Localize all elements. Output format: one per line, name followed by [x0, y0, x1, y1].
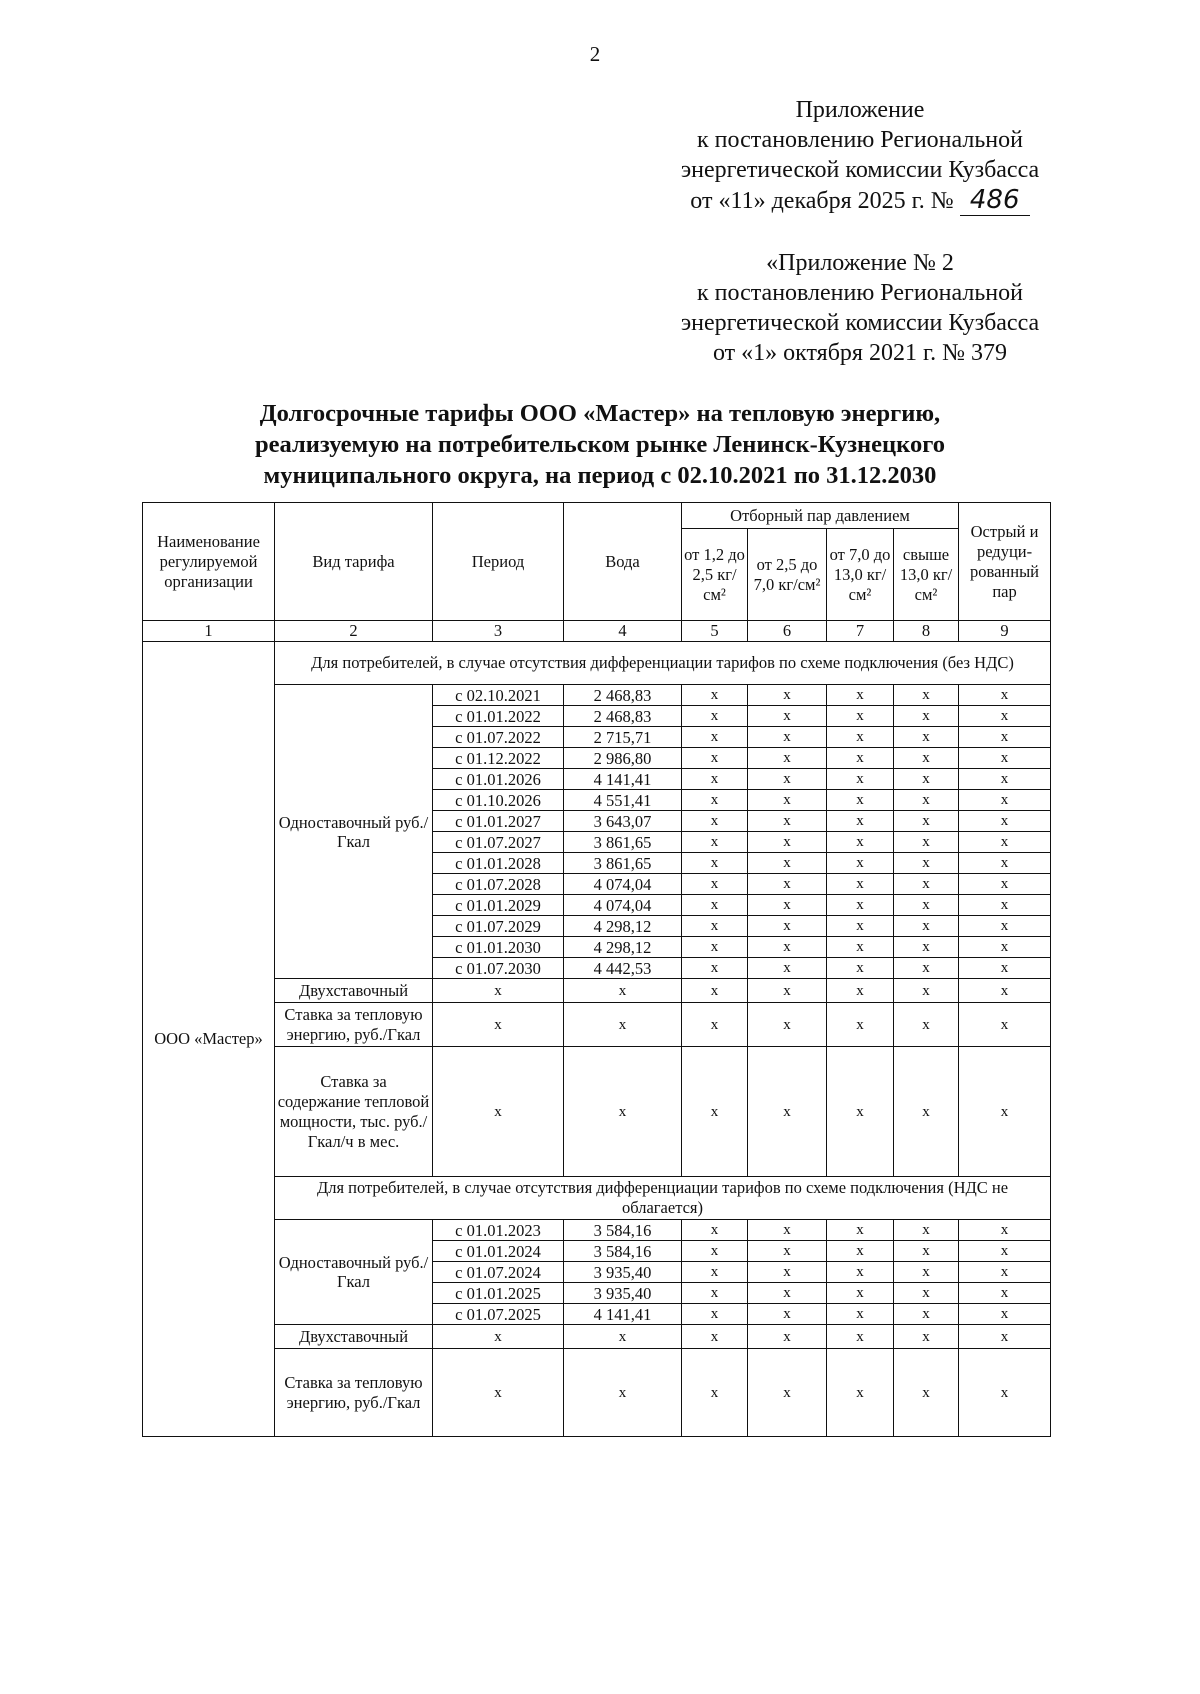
x-cell: x	[827, 706, 894, 727]
x-cell: x	[959, 916, 1051, 937]
header-steam-group: Отборный пар давлением	[682, 503, 959, 529]
period-cell: с 01.01.2028	[433, 853, 564, 874]
x-cell: x	[682, 1047, 748, 1177]
table-row	[143, 1003, 1051, 1047]
x-cell: x	[748, 706, 827, 727]
x-cell: x	[894, 895, 959, 916]
x-cell: x	[959, 1220, 1051, 1241]
x-cell: x	[894, 685, 959, 706]
x-cell: x	[748, 958, 827, 979]
x-cell: x	[959, 1047, 1051, 1177]
x-cell: x	[682, 727, 748, 748]
x-cell: x	[682, 958, 748, 979]
x-cell: x	[682, 1003, 748, 1047]
header-period: Период	[433, 503, 564, 621]
x-cell: x	[433, 1349, 564, 1437]
x-cell: x	[748, 895, 827, 916]
water-value-cell: 3 643,07	[564, 811, 682, 832]
period-cell: с 01.07.2025	[433, 1304, 564, 1325]
x-cell: x	[959, 1325, 1051, 1349]
header-steam-1: от 1,2 до 2,5 кг/см²	[682, 529, 748, 621]
x-cell: x	[827, 895, 894, 916]
table-row	[143, 1047, 1051, 1177]
title-line: муниципального округа, на период с 02.10.2021 по 31.12.2030	[263, 462, 937, 489]
x-cell: x	[827, 1349, 894, 1437]
x-cell: x	[894, 1349, 959, 1437]
original-appendix-header	[610, 248, 1110, 368]
period-cell: с 01.07.2024	[433, 1262, 564, 1283]
x-cell: x	[959, 769, 1051, 790]
x-cell: x	[827, 874, 894, 895]
x-cell: x	[827, 1003, 894, 1047]
x-cell: x	[894, 1003, 959, 1047]
x-cell: x	[682, 1325, 748, 1349]
period-cell: с 01.07.2022	[433, 727, 564, 748]
period-cell: с 01.01.2025	[433, 1283, 564, 1304]
x-cell: x	[894, 706, 959, 727]
period-cell: с 01.01.2022	[433, 706, 564, 727]
water-value-cell: 4 141,41	[564, 769, 682, 790]
x-cell: x	[827, 832, 894, 853]
x-cell: x	[682, 769, 748, 790]
title-line: Долгосрочные тарифы ООО «Мастер» на тепловую энергию,	[259, 400, 941, 427]
header-line: Приложение	[795, 97, 925, 123]
x-cell: x	[894, 916, 959, 937]
x-cell: x	[827, 853, 894, 874]
water-value-cell: 4 141,41	[564, 1304, 682, 1325]
x-cell: x	[894, 748, 959, 769]
x-cell: x	[748, 1241, 827, 1262]
water-value-cell: 3 584,16	[564, 1241, 682, 1262]
x-cell: x	[827, 1220, 894, 1241]
page-number: 2	[589, 42, 601, 66]
x-cell: x	[959, 811, 1051, 832]
tariff-type-cell: Ставка за тепловую энергию, руб./Гкал	[275, 1003, 433, 1047]
x-cell: x	[959, 748, 1051, 769]
x-cell: x	[827, 1283, 894, 1304]
x-cell: x	[894, 1047, 959, 1177]
header-water: Вода	[564, 503, 682, 621]
header-line: от «11» декабря 2025 г. №	[690, 188, 954, 214]
x-cell: x	[748, 832, 827, 853]
x-cell: x	[959, 1241, 1051, 1262]
table-row	[143, 1325, 1051, 1349]
x-cell: x	[959, 685, 1051, 706]
period-cell: с 01.01.2026	[433, 769, 564, 790]
header-steam-4: свыше 13,0 кг/см²	[894, 529, 959, 621]
period-cell: с 01.07.2030	[433, 958, 564, 979]
x-cell: x	[827, 769, 894, 790]
x-cell: x	[564, 1003, 682, 1047]
x-cell: x	[827, 1047, 894, 1177]
water-value-cell: 3 935,40	[564, 1283, 682, 1304]
x-cell: x	[682, 811, 748, 832]
x-cell: x	[748, 1304, 827, 1325]
x-cell: x	[827, 748, 894, 769]
tariff-type-cell: Ставка за тепловую энергию, руб./Гкал	[275, 1349, 433, 1437]
x-cell: x	[682, 1349, 748, 1437]
period-cell: с 01.01.2024	[433, 1241, 564, 1262]
x-cell: x	[827, 1241, 894, 1262]
header-org: Наименование регулируемой организации	[143, 503, 275, 621]
column-number: 7	[827, 621, 894, 642]
x-cell: x	[748, 769, 827, 790]
x-cell: x	[827, 790, 894, 811]
x-cell: x	[959, 1262, 1051, 1283]
column-number: 5	[682, 621, 748, 642]
x-cell: x	[682, 1262, 748, 1283]
x-cell: x	[682, 979, 748, 1003]
x-cell: x	[827, 1325, 894, 1349]
x-cell: x	[894, 1304, 959, 1325]
x-cell: x	[748, 874, 827, 895]
x-cell: x	[894, 790, 959, 811]
column-number: 1	[143, 621, 275, 642]
x-cell: x	[433, 1325, 564, 1349]
water-value-cell: 3 861,65	[564, 832, 682, 853]
x-cell: x	[827, 811, 894, 832]
x-cell: x	[827, 958, 894, 979]
x-cell: x	[748, 979, 827, 1003]
x-cell: x	[894, 1283, 959, 1304]
water-value-cell: 4 298,12	[564, 937, 682, 958]
table-row	[143, 979, 1051, 1003]
header-line: к постановлению Региональной	[697, 280, 1023, 306]
tariff-table	[142, 502, 1051, 1437]
period-cell: с 01.01.2029	[433, 895, 564, 916]
x-cell: x	[894, 937, 959, 958]
x-cell: x	[827, 1262, 894, 1283]
header-line: «Приложение № 2	[766, 250, 954, 276]
x-cell: x	[894, 979, 959, 1003]
tariff-type-cell: Ставка за содержание тепловой мощности, тыс. руб./Гкал/ч в мес.	[275, 1047, 433, 1177]
tariff-type-cell: Двухставочный	[275, 979, 433, 1003]
x-cell: x	[682, 1220, 748, 1241]
x-cell: x	[827, 979, 894, 1003]
period-cell: с 01.07.2029	[433, 916, 564, 937]
x-cell: x	[959, 727, 1051, 748]
period-cell: с 01.07.2027	[433, 832, 564, 853]
x-cell: x	[748, 1283, 827, 1304]
handwritten-number: 486	[960, 185, 1030, 216]
section-row	[143, 1177, 1051, 1220]
water-value-cell: 4 442,53	[564, 958, 682, 979]
section-title: Для потребителей, в случае отсутствия дифференциации тарифов по схеме подключения (без НДС)	[275, 642, 1051, 685]
period-cell: с 01.01.2023	[433, 1220, 564, 1241]
x-cell: x	[748, 1262, 827, 1283]
x-cell: x	[894, 727, 959, 748]
x-cell: x	[433, 1047, 564, 1177]
x-cell: x	[959, 979, 1051, 1003]
x-cell: x	[748, 790, 827, 811]
table-row	[143, 1220, 1051, 1241]
org-name-cell: ООО «Мастер»	[143, 642, 275, 1437]
x-cell: x	[827, 685, 894, 706]
x-cell: x	[748, 748, 827, 769]
water-value-cell: 4 298,12	[564, 916, 682, 937]
x-cell: x	[433, 979, 564, 1003]
x-cell: x	[827, 1304, 894, 1325]
x-cell: x	[959, 1304, 1051, 1325]
x-cell: x	[564, 979, 682, 1003]
x-cell: x	[564, 1349, 682, 1437]
column-number: 8	[894, 621, 959, 642]
water-value-cell: 2 468,83	[564, 706, 682, 727]
water-value-cell: 3 584,16	[564, 1220, 682, 1241]
x-cell: x	[682, 748, 748, 769]
tariff-type-single: Одноставочный руб./Гкал	[275, 685, 433, 979]
x-cell: x	[682, 874, 748, 895]
x-cell: x	[894, 1241, 959, 1262]
x-cell: x	[748, 1047, 827, 1177]
appendix-header	[610, 95, 1110, 216]
header-line: энергетической комиссии Кузбасса	[680, 157, 1040, 183]
x-cell: x	[433, 1003, 564, 1047]
x-cell: x	[748, 727, 827, 748]
header-steam-3: от 7,0 до 13,0 кг/см²	[827, 529, 894, 621]
x-cell: x	[682, 706, 748, 727]
x-cell: x	[682, 916, 748, 937]
x-cell: x	[748, 937, 827, 958]
header-steam-2: от 2,5 до 7,0 кг/см²	[748, 529, 827, 621]
header-type: Вид тарифа	[275, 503, 433, 621]
x-cell: x	[748, 1220, 827, 1241]
x-cell: x	[959, 853, 1051, 874]
period-cell: с 01.01.2027	[433, 811, 564, 832]
period-cell: с 02.10.2021	[433, 685, 564, 706]
x-cell: x	[894, 832, 959, 853]
water-value-cell: 3 935,40	[564, 1262, 682, 1283]
x-cell: x	[894, 874, 959, 895]
column-number: 4	[564, 621, 682, 642]
x-cell: x	[564, 1325, 682, 1349]
header-line: к постановлению Региональной	[697, 127, 1023, 153]
x-cell: x	[894, 853, 959, 874]
x-cell: x	[894, 1220, 959, 1241]
x-cell: x	[959, 706, 1051, 727]
section-title: Для потребителей, в случае отсутствия дифференциации тарифов по схеме подключения (НДС не облагается)	[275, 1177, 1051, 1220]
x-cell: x	[748, 1003, 827, 1047]
period-cell: с 01.10.2026	[433, 790, 564, 811]
x-cell: x	[682, 895, 748, 916]
x-cell: x	[748, 916, 827, 937]
header-line: энергетической комиссии Кузбасса	[680, 310, 1040, 336]
x-cell: x	[894, 958, 959, 979]
x-cell: x	[959, 937, 1051, 958]
title-line: реализуемую на потребительском рынке Ленинск-Кузнецкого	[255, 431, 945, 458]
period-cell: с 01.07.2028	[433, 874, 564, 895]
water-value-cell: 2 715,71	[564, 727, 682, 748]
column-number: 6	[748, 621, 827, 642]
water-value-cell: 4 551,41	[564, 790, 682, 811]
column-number: 3	[433, 621, 564, 642]
x-cell: x	[959, 790, 1051, 811]
x-cell: x	[748, 1325, 827, 1349]
x-cell: x	[748, 685, 827, 706]
x-cell: x	[748, 811, 827, 832]
x-cell: x	[682, 790, 748, 811]
water-value-cell: 4 074,04	[564, 895, 682, 916]
column-number: 9	[959, 621, 1051, 642]
x-cell: x	[682, 1283, 748, 1304]
x-cell: x	[682, 1304, 748, 1325]
x-cell: x	[959, 1283, 1051, 1304]
water-value-cell: 2 986,80	[564, 748, 682, 769]
x-cell: x	[959, 1003, 1051, 1047]
x-cell: x	[959, 832, 1051, 853]
x-cell: x	[959, 895, 1051, 916]
x-cell: x	[827, 916, 894, 937]
x-cell: x	[894, 1262, 959, 1283]
x-cell: x	[682, 853, 748, 874]
water-value-cell: 2 468,83	[564, 685, 682, 706]
x-cell: x	[682, 1241, 748, 1262]
x-cell: x	[748, 1349, 827, 1437]
x-cell: x	[894, 1325, 959, 1349]
x-cell: x	[827, 937, 894, 958]
table-row	[143, 685, 1051, 706]
column-number: 2	[275, 621, 433, 642]
x-cell: x	[682, 832, 748, 853]
x-cell: x	[682, 937, 748, 958]
period-cell: с 01.12.2022	[433, 748, 564, 769]
x-cell: x	[959, 874, 1051, 895]
x-cell: x	[959, 1349, 1051, 1437]
header-sharp-steam: Острый и редуци-рованный пар	[959, 503, 1051, 621]
x-cell: x	[827, 727, 894, 748]
table-row	[143, 1349, 1051, 1437]
water-value-cell: 4 074,04	[564, 874, 682, 895]
x-cell: x	[682, 685, 748, 706]
water-value-cell: 3 861,65	[564, 853, 682, 874]
section-row	[143, 642, 1051, 685]
x-cell: x	[894, 811, 959, 832]
x-cell: x	[959, 958, 1051, 979]
document-title	[150, 398, 1050, 491]
period-cell: с 01.01.2030	[433, 937, 564, 958]
tariff-type-single: Одноставочный руб./Гкал	[275, 1220, 433, 1325]
x-cell: x	[564, 1047, 682, 1177]
header-line: от «1» октября 2021 г. № 379	[712, 340, 1007, 366]
x-cell: x	[894, 769, 959, 790]
tariff-type-cell: Двухставочный	[275, 1325, 433, 1349]
x-cell: x	[748, 853, 827, 874]
